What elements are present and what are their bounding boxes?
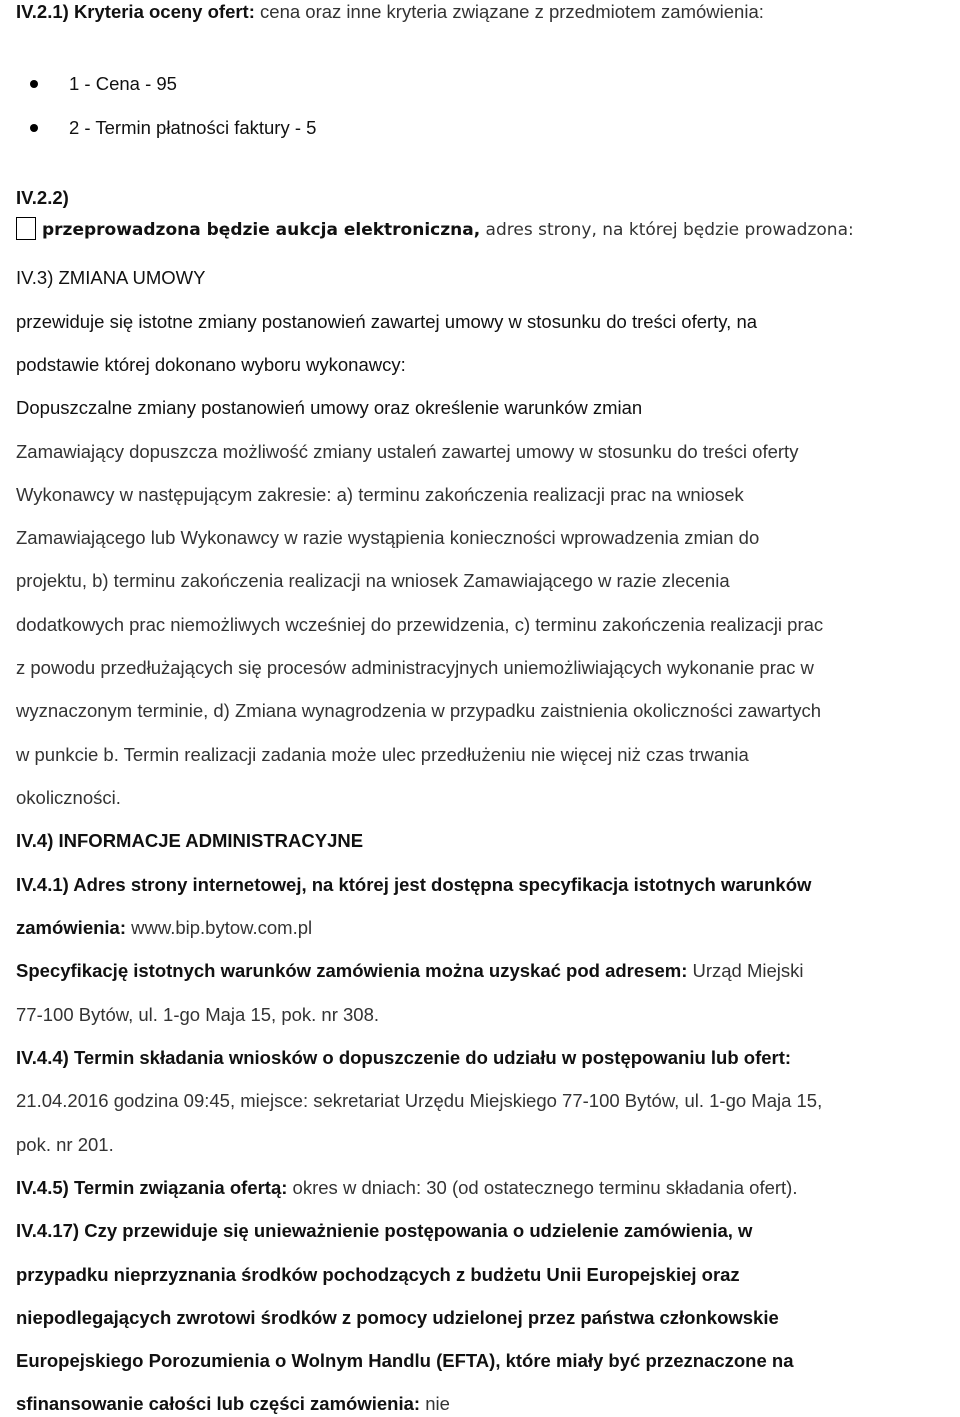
bullet-icon (30, 124, 38, 132)
body-line: Wykonawcy w następującym zakresie: a) terminu zakończenia realizacji prac na wniosek (16, 484, 744, 505)
spec-url-line: zamówienia: www.bip.bytow.com.pl (16, 917, 313, 938)
body-line: z powodu przedłużających się procesów administracyjnych uniemożliwiających wykonanie prac w (16, 657, 814, 678)
body-line: Zamawiający dopuszcza możliwość zmiany ustaleń zawartej umowy w stosunku do treści oferty (16, 441, 799, 462)
contract-change-question-line-1: przewiduje się istotne zmiany postanowień zawartej umowy w stosunku do treści oferty, na (16, 311, 758, 332)
binding-period-line: IV.4.5) Termin związania ofertą: okres w dniach: 30 (od ostatecznego terminu składania ofert). (16, 1177, 798, 1198)
auction-checkbox[interactable] (16, 217, 36, 240)
document-page: IV.2.1) Kryteria oceny ofert: cena oraz inne kryteria związane z przedmiotem zamówienia: 1 - Cena - 95 2 - Termin płatności faktury - 5 IV.2.2) przeprowadzona będzie aukcja elektroniczna, adres strony, na której będzie prowadzona: IV.3) ZMIANA UMOWY przewiduje się istotne zmiany postanowień zawartej umowy w stosunku do treści oferty, na podstawie której dokonano wyboru wykonawcy: Dopuszczalne zmiany postanowień umowy oraz określenie warunków zmian Zamawiający dopuszcza możliwość zmiany ustaleń zawartej umowy w stosunku do treści oferty Wykonawcy w następującym zakresie: a) terminu zakończenia realizacji prac na wniosek Zamawiającego lub Wykonawcy w razie wystąpienia konieczności wprowadzenia zmian do projektu, b) terminu zakończenia realizacji na wniosek Zamawiającego w razie zlecenia dodatkowych prac niemożliwych wcześniej do przewidzenia, c) terminu zakończenia realizacji prac z powodu przedłużających się procesów administracyjnych uniemożliwiających wykonanie prac w wyznaczonym terminie, d) Zmiana wynagrodzenia w przypadku zaistnienia okoliczności zawartych w punkcie b. Termin realizacji zadania może ulec przedłużeniu nie więcej niż czas trwania okoliczności. IV.4) INFORMACJE ADMINISTRACYJNE IV.4.1) Adres strony internetowej, na której jest dostępna specyfikacja istotnych warunków zamówienia: www.bip.bytow.com.pl Specyfikację istotnych warunków zamówienia można uzyskać pod adresem: Urząd Miejski 77-100 Bytów, ul. 1-go Maja 15, pok. nr 308. IV.4.4) Termin składania wniosków o dopuszczenie do udziału w postępowaniu lub ofert: 21.04.2016 godzina 09:45, miejsce: sekretariat Urzędu Miejskiego 77-100 Bytów, ul. 1-go Maja 15, pok. nr 201. IV.4.5) Termin związania ofertą: okres w dniach: 30 (od ostatecznego terminu składania ofert). IV.4.17) Czy przewiduje się unieważnienie postępowania o udzielenie zamówienia, w przypadku nieprzyznania środków pochodzących z budżetu Unii Europejskiej oraz niepodlegających zwrotowi środków z pomocy udzielonej przez państwa członkowskie Europejskiego Porozumienia o Wolnym Handlu (EFTA), które miały być przeznaczone na sfinansowanie całości lub części zamówienia: nie (16, 1, 854, 1414)
criteria-heading: IV.2.1) Kryteria oceny ofert: cena oraz inne kryteria związane z przedmiotem zamówienia: (16, 1, 764, 22)
body-line: w punkcie b. Termin realizacji zadania może ulec przedłużeniu nie więcej niż czas trwania (16, 744, 749, 765)
annulment-line: niepodlegających zwrotowi środków z pomocy udzielonej przez państwa członkowskie (16, 1307, 779, 1328)
annulment-answer: nie (420, 1393, 450, 1414)
body-line: Zamawiającego lub Wykonawcy w razie wystąpienia konieczności wprowadzenia zmian do (16, 527, 760, 548)
annulment-line: IV.4.17) Czy przewiduje się unieważnienie postępowania o udzielenie zamówienia, w (16, 1220, 753, 1241)
auction-heading: IV.2.2) (16, 187, 69, 208)
body-line: okoliczności. (16, 787, 121, 808)
spec-url-heading: IV.4.1) Adres strony internetowej, na której jest dostępna specyfikacja istotnych warunków (16, 874, 812, 895)
annulment-line: przypadku nieprzyznania środków pochodzących z budżetu Unii Europejskiej oraz (16, 1264, 740, 1285)
spec-address-line-2: 77-100 Bytów, ul. 1-go Maja 15, pok. nr 308. (16, 1004, 380, 1025)
contract-change-question-line-2: podstawie której dokonano wyboru wykonawcy: (16, 354, 406, 375)
body-line: wyznaczonym terminie, d) Zmiana wynagrodzenia w przypadku zaistnienia okoliczności zawartych (16, 700, 822, 721)
annulment-last-line: sfinansowanie całości lub części zamówienia: nie (16, 1393, 450, 1414)
deadline-text-line-1: 21.04.2016 godzina 09:45, miejsce: sekretariat Urzędu Miejskiego 77-100 Bytów, ul. 1-go Maja 15, (16, 1090, 823, 1111)
bullet-icon (30, 80, 38, 88)
auction-text: przeprowadzona będzie aukcja elektroniczna, adres strony, na której będzie prowadzona: (42, 220, 854, 240)
section-heading-admin: IV.4) INFORMACJE ADMINISTRACYJNE (16, 830, 364, 851)
deadline-text-line-2: pok. nr 201. (16, 1134, 114, 1155)
body-line: dodatkowych prac niemożliwych wcześniej do przewidzenia, c) terminu zakończenia realizacji prac (16, 614, 824, 635)
body-line: projektu, b) terminu zakończenia realizacji na wniosek Zamawiającego w razie zlecenia (16, 570, 730, 591)
spec-url-link[interactable]: www.bip.bytow.com.pl (126, 917, 313, 938)
annulment-line: Europejskiego Porozumienia o Wolnym Handlu (EFTA), które miały być przeznaczone na (16, 1350, 794, 1371)
contract-change-subheading: Dopuszczalne zmiany postanowień umowy oraz określenie warunków zmian (16, 397, 643, 418)
spec-address-line: Specyfikację istotnych warunków zamówienia można uzyskać pod adresem: Urząd Miejski (16, 960, 804, 981)
section-heading-contract-change: IV.3) ZMIANA UMOWY (16, 267, 206, 288)
deadline-heading: IV.4.4) Termin składania wniosków o dopuszczenie do udziału w postępowaniu lub ofert: (16, 1047, 792, 1068)
